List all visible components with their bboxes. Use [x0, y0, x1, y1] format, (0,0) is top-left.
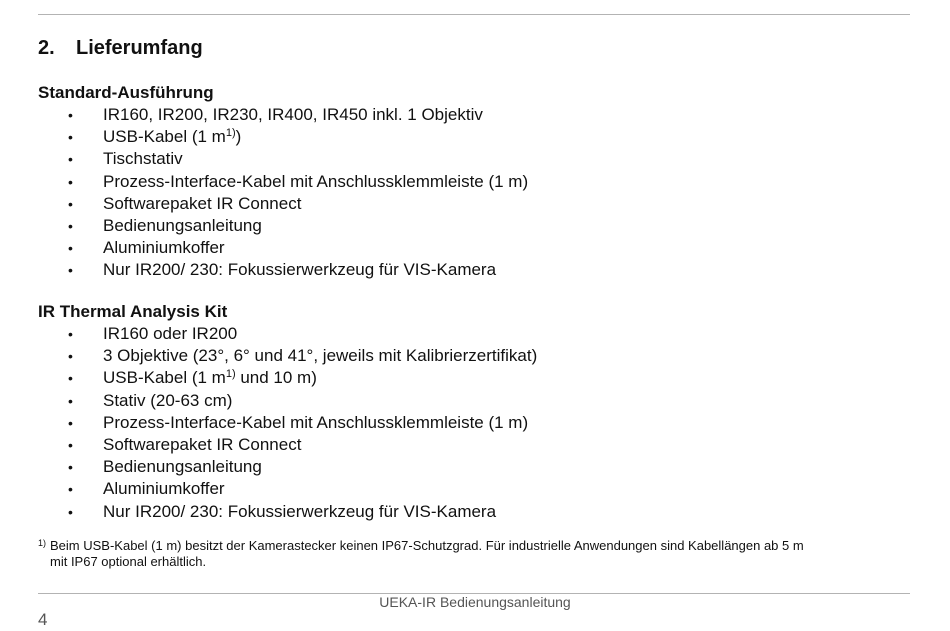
list-item — [0, 148, 528, 170]
list-item — [0, 193, 528, 215]
list-item — [0, 104, 528, 126]
bullet-icon: • — [68, 459, 73, 476]
list-item — [0, 237, 528, 259]
bullet-icon: • — [68, 107, 73, 123]
list-item-text: Aluminiumkoffer — [103, 238, 225, 258]
list-item — [0, 456, 537, 478]
list-item-text: Tischstativ — [103, 149, 183, 169]
list-item — [0, 126, 528, 148]
bullet-icon: • — [68, 217, 73, 234]
list-item — [0, 501, 537, 523]
list-item — [0, 390, 537, 412]
bullet-icon: • — [68, 481, 73, 498]
list-item — [0, 367, 537, 389]
list-item — [0, 215, 528, 237]
list-item-text: Bedienungsanleitung — [103, 215, 262, 235]
list-item-text: 3 Objektive (23°, 6° und 41°, jeweils mit Kalibrierzertifikat) — [103, 346, 538, 366]
bullet-icon: • — [68, 414, 73, 431]
list-item — [0, 259, 528, 281]
standard-items-list — [0, 104, 528, 282]
bullet-icon: • — [68, 151, 73, 168]
page-number: 4 — [38, 610, 48, 629]
section-number: 2. — [38, 37, 55, 59]
footnote-ref: 1) — [225, 368, 236, 381]
list-item-text: Softwarepaket IR Connect — [103, 434, 302, 454]
bullet-icon: • — [68, 436, 73, 453]
list-item-text: Nur IR200/ 230: Fokussierwerkzeug für VIS-Kamera — [103, 260, 497, 280]
bullet-icon: • — [68, 326, 73, 342]
footnote — [38, 538, 918, 570]
list-item — [0, 323, 537, 345]
list-item-text: USB-Kabel (1 m — [103, 127, 226, 147]
list-item — [0, 478, 537, 500]
header-rule — [38, 14, 910, 15]
section-heading — [38, 37, 203, 60]
bullet-icon: • — [68, 195, 73, 212]
footnote-text-1: Beim USB-Kabel (1 m) besitzt der Kamerastecker keinen IP67-Schutzgrad. Für industrielle Anwendungen sind Kabellängen ab 5 m — [50, 538, 804, 553]
list-item — [0, 412, 537, 434]
footer-title: UEKA-IR Bedienungsanleitung — [379, 594, 571, 610]
list-item-text: IR160, IR200, IR230, IR400, IR450 inkl. 1 Objektiv — [103, 105, 483, 124]
list-item-text-after: ) — [235, 127, 242, 147]
list-item-text: IR160 oder IR200 — [103, 324, 238, 343]
bullet-icon: • — [68, 370, 73, 387]
list-item-text: Softwarepaket IR Connect — [103, 193, 302, 213]
list-item-text: USB-Kabel (1 m — [103, 368, 226, 388]
list-item-text: Prozess-Interface-Kabel mit Anschlussklemmleiste (1 m) — [103, 171, 529, 191]
footnote-marker: 1) — [38, 538, 47, 548]
bullet-icon: • — [68, 240, 73, 257]
list-item-text: Prozess-Interface-Kabel mit Anschlussklemmleiste (1 m) — [103, 412, 529, 432]
list-item — [0, 345, 537, 367]
section-title: Lieferumfang — [76, 37, 203, 59]
list-item-text: Aluminiumkoffer — [103, 479, 225, 499]
list-item-text: Stativ (20-63 cm) — [103, 390, 233, 410]
list-item — [0, 171, 528, 193]
list-item — [0, 434, 537, 456]
list-item-text-after: und 10 m) — [235, 368, 317, 388]
list-item-text: Nur IR200/ 230: Fokussierwerkzeug für VIS-Kamera — [103, 501, 497, 521]
bullet-icon: • — [68, 129, 73, 146]
kit-heading: IR Thermal Analysis Kit — [38, 302, 228, 321]
bullet-icon: • — [68, 392, 73, 409]
footnote-line-2: mit IP67 optional erhältlich. — [50, 554, 207, 569]
bullet-icon: • — [68, 348, 73, 365]
list-item-text: Bedienungsanleitung — [103, 457, 262, 477]
footnote-line-1 — [38, 538, 918, 554]
bullet-icon: • — [68, 262, 73, 279]
bullet-icon: • — [68, 503, 73, 520]
bullet-icon: • — [68, 173, 73, 190]
footnote-ref: 1) — [225, 127, 236, 140]
standard-heading: Standard-Ausführung — [38, 83, 214, 102]
kit-items-list — [0, 323, 537, 523]
